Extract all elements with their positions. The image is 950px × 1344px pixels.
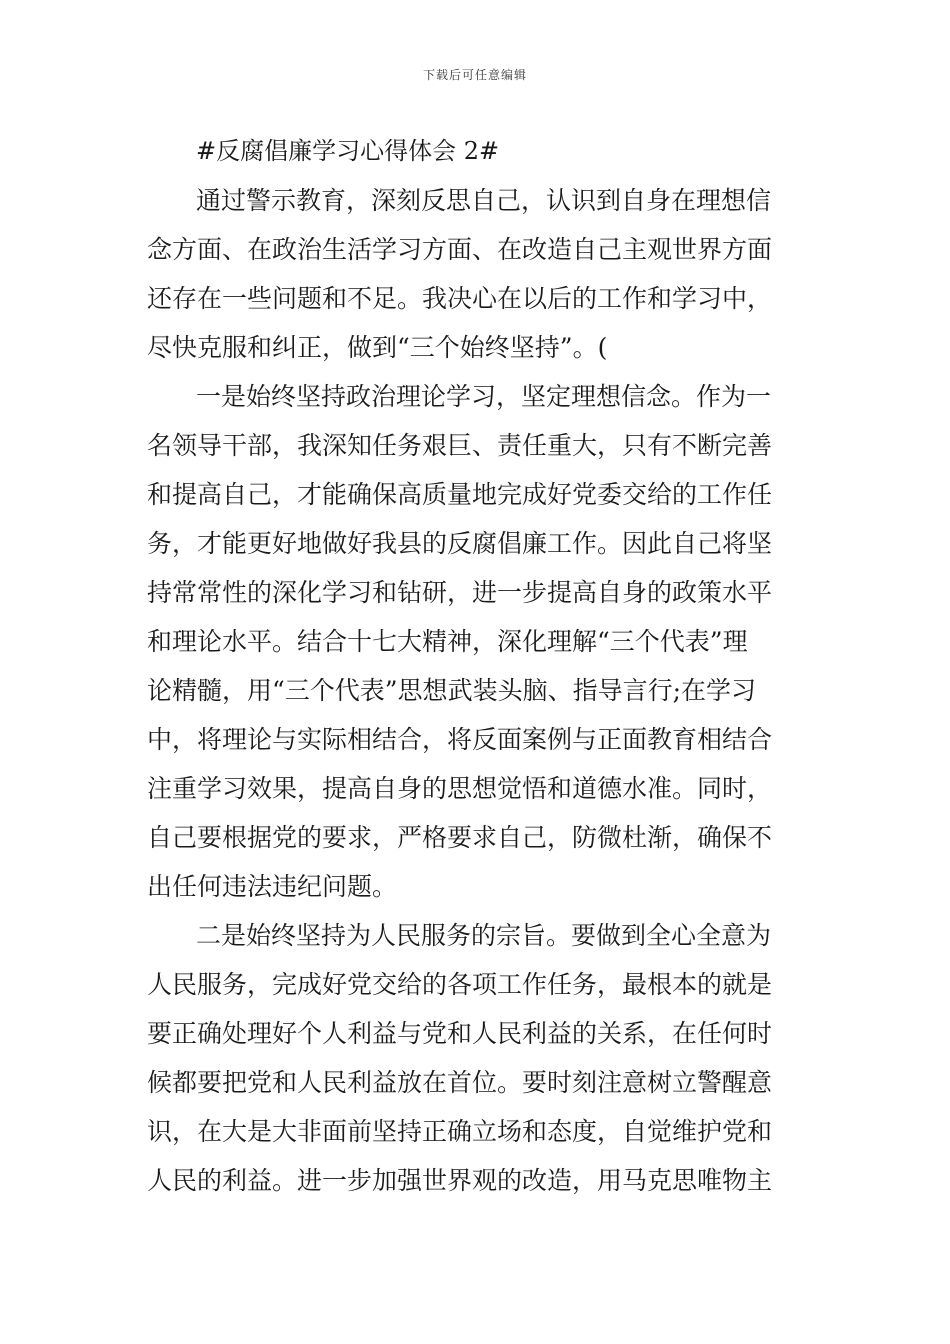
paragraph-line: 人民服务，完成好党交给的各项工作任务，最根本的就是 <box>147 970 773 999</box>
paragraph-line: 自己要根据党的要求，严格要求自己，防微杜渐，确保不 <box>147 823 773 852</box>
paragraph-line: 注重学习效果，提高自身的思想觉悟和道德水准。同时， <box>147 774 773 803</box>
paragraph-line: 名领导干部，我深知任务艰巨、责任重大，只有不断完善 <box>147 431 773 460</box>
paragraph-line: 通过警示教育，深刻反思自己，认识到自身在理想信 <box>196 186 772 215</box>
paragraph-line: 和提高自己，才能确保高质量地完成好党委交给的工作任 <box>147 480 773 509</box>
paragraph-line: 中，将理论与实际相结合，将反面案例与正面教育相结合 <box>147 725 773 754</box>
paragraph-line: 要正确处理好个人利益与党和人民利益的关系，在任何时 <box>147 1019 773 1048</box>
document-body <box>147 127 809 1205</box>
paragraph-line: 二是始终坚持为人民服务的宗旨。要做到全心全意为 <box>196 921 772 950</box>
paragraph-line: 识，在大是大非面前坚持正确立场和态度，自觉维护党和 <box>147 1117 773 1146</box>
paragraph-line: 还存在一些问题和不足。我决心在以后的工作和学习中， <box>147 284 773 313</box>
page-header: 下载后可任意编辑 <box>422 68 527 82</box>
paragraph-line: 论精髓，用“三个代表”思想武装头脑、指导言行;在学习 <box>147 676 756 705</box>
paragraph-line: 持常常性的深化学习和钻研，进一步提高自身的政策水平 <box>147 578 773 607</box>
document-title: #反腐倡廉学习心得体会 2# <box>196 137 500 165</box>
paragraph-line: 和理论水平。结合十七大精神，深化理解“三个代表”理 <box>147 627 748 656</box>
paragraph-line: 候都要把党和人民利益放在首位。要时刻注意树立警醒意 <box>147 1068 773 1097</box>
paragraph-line: 人民的利益。进一步加强世界观的改造，用马克思唯物主 <box>147 1166 773 1195</box>
paragraph-3 <box>147 911 809 1205</box>
paragraph-line: 务，才能更好地做好我县的反腐倡廉工作。因此自己将坚 <box>147 529 773 558</box>
paragraph-1 <box>147 176 809 372</box>
paragraph-line: 一是始终坚持政治理论学习，坚定理想信念。作为一 <box>196 382 772 411</box>
paragraph-line: 出任何违法违纪问题。 <box>147 872 398 901</box>
paragraph-line: 尽快克服和纠正，做到“三个始终坚持”。( <box>147 333 608 362</box>
paragraph-2 <box>147 372 809 911</box>
paragraph-line: 念方面、在政治生活学习方面、在改造自己主观世界方面 <box>147 235 773 264</box>
